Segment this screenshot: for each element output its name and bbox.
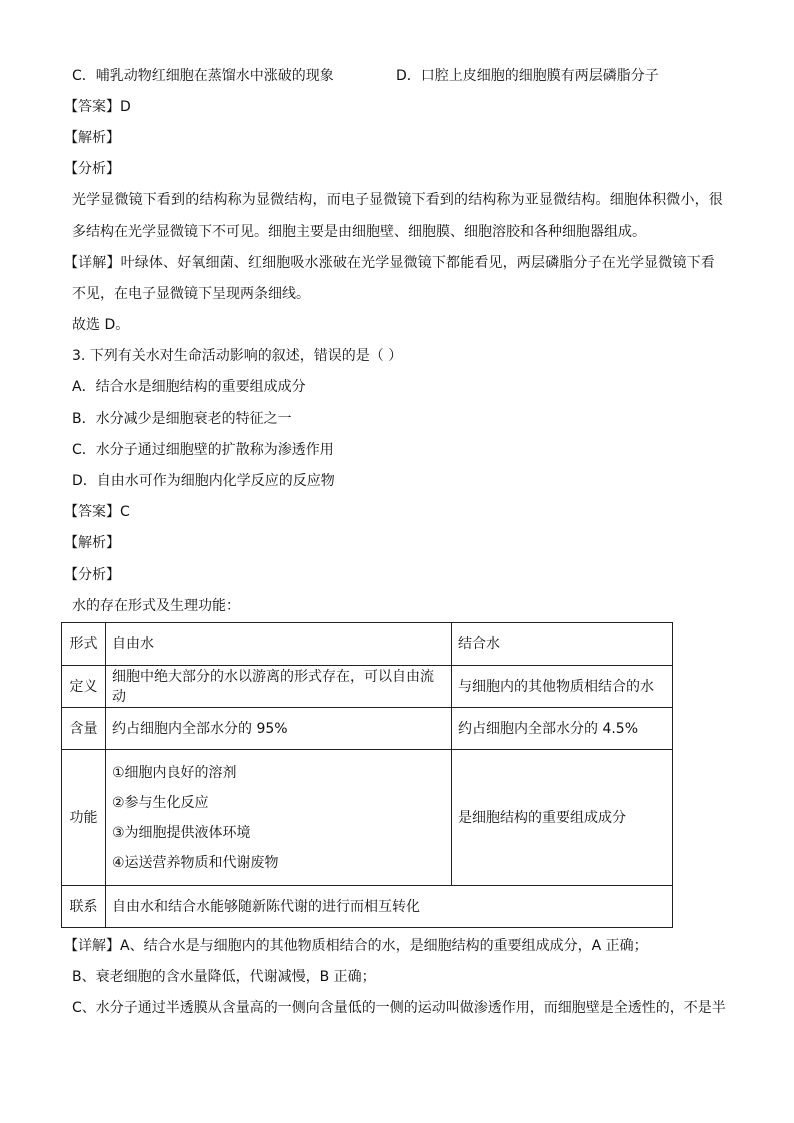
table-row-header — [62, 623, 673, 666]
table-header-free-water: 自由水 — [106, 623, 452, 666]
q2-option-d: D．口腔上皮细胞的细胞膜有两层磷脂分子 — [396, 68, 659, 84]
q2-detail-line-2: 不见，在电子显微镜下呈现两条细线。 — [72, 286, 310, 302]
table-cell-def-free: 细胞中绝大部分的水以游离的形式存在，可以自由流动 — [106, 666, 452, 708]
table-row-amount — [62, 708, 673, 750]
q3-table-caption: 水的存在形式及生理功能： — [72, 598, 240, 614]
table-cell-function-bound: 是细胞结构的重要组成成分 — [452, 750, 673, 886]
q3-detail-a: 【详解】A、结合水是与细胞内的其他物质相结合的水，是细胞结构的重要组成成分，A 正确； — [64, 938, 648, 954]
table-cell-amount-bound: 约占细胞内全部水分的 4.5% — [452, 708, 673, 750]
q3-answer: 【答案】C — [64, 504, 130, 520]
table-cell-amount-free: 约占细胞内全部水分的 95% — [106, 708, 452, 750]
table-cell-link: 自由水和结合水能够随新陈代谢的进行而相互转化 — [106, 886, 673, 928]
table-label-link: 联系 — [62, 886, 106, 928]
water-forms-table — [61, 622, 673, 928]
q2-analysis-header: 【解析】 — [64, 130, 120, 146]
table-row-link — [62, 886, 673, 928]
function-item: ①细胞内良好的溶剂 — [112, 764, 237, 781]
function-item: ④运送营养物质和代谢废物 — [112, 854, 279, 871]
q2-answer: 【答案】D — [64, 99, 131, 115]
q3-option-b: B．水分减少是细胞衰老的特征之一 — [72, 411, 292, 427]
q2-option-c: C．哺乳动物红细胞在蒸馏水中涨破的现象 — [72, 68, 334, 84]
function-item: ②参与生化反应 — [112, 794, 209, 811]
table-cell-def-bound: 与细胞内的其他物质相结合的水 — [452, 666, 673, 708]
table-label-definition: 定义 — [62, 666, 106, 708]
q2-detail-line-1: 【详解】叶绿体、好氧细菌、红细胞吸水涨破在光学显微镜下都能看见，两层磷脂分子在光学显微镜下看 — [64, 255, 715, 271]
q3-fenxi-header: 【分析】 — [64, 567, 120, 583]
q2-fenxi-line-2: 多结构在光学显微镜下不可见。细胞主要是由细胞壁、细胞膜、细胞溶胶和各种细胞器组成。 — [72, 224, 646, 240]
table-row-function — [62, 750, 673, 886]
table-label-amount: 含量 — [62, 708, 106, 750]
q3-stem: 3. 下列有关水对生命活动影响的叙述，错误的是（ ） — [72, 348, 403, 364]
table-row-definition — [62, 666, 673, 708]
q2-fenxi-header: 【分析】 — [64, 161, 120, 177]
function-item: ③为细胞提供液体环境 — [112, 824, 251, 841]
q3-detail-b: B、衰老细胞的含水量降低，代谢减慢，B 正确； — [72, 969, 376, 985]
table-cell-function-free — [106, 750, 452, 886]
q2-fenxi-line-1: 光学显微镜下看到的结构称为显微结构，而电子显微镜下看到的结构称为亚显微结构。细胞体积微小，很 — [72, 192, 723, 208]
table-label-function: 功能 — [62, 750, 106, 886]
q3-option-d: D．自由水可作为细胞内化学反应的反应物 — [72, 473, 335, 489]
q3-option-c: C．水分子通过细胞壁的扩散称为渗透作用 — [72, 442, 334, 458]
table-header-form: 形式 — [62, 623, 106, 666]
table-header-bound-water: 结合水 — [452, 623, 673, 666]
q3-option-a: A．结合水是细胞结构的重要组成成分 — [72, 379, 306, 395]
q2-conclusion: 故选 D。 — [72, 317, 130, 333]
q3-analysis-header: 【解析】 — [64, 535, 120, 551]
q3-detail-c: C、水分子通过半透膜从含量高的一侧向含量低的一侧的运动叫做渗透作用，而细胞壁是全透性的，不是半 — [72, 1000, 726, 1016]
